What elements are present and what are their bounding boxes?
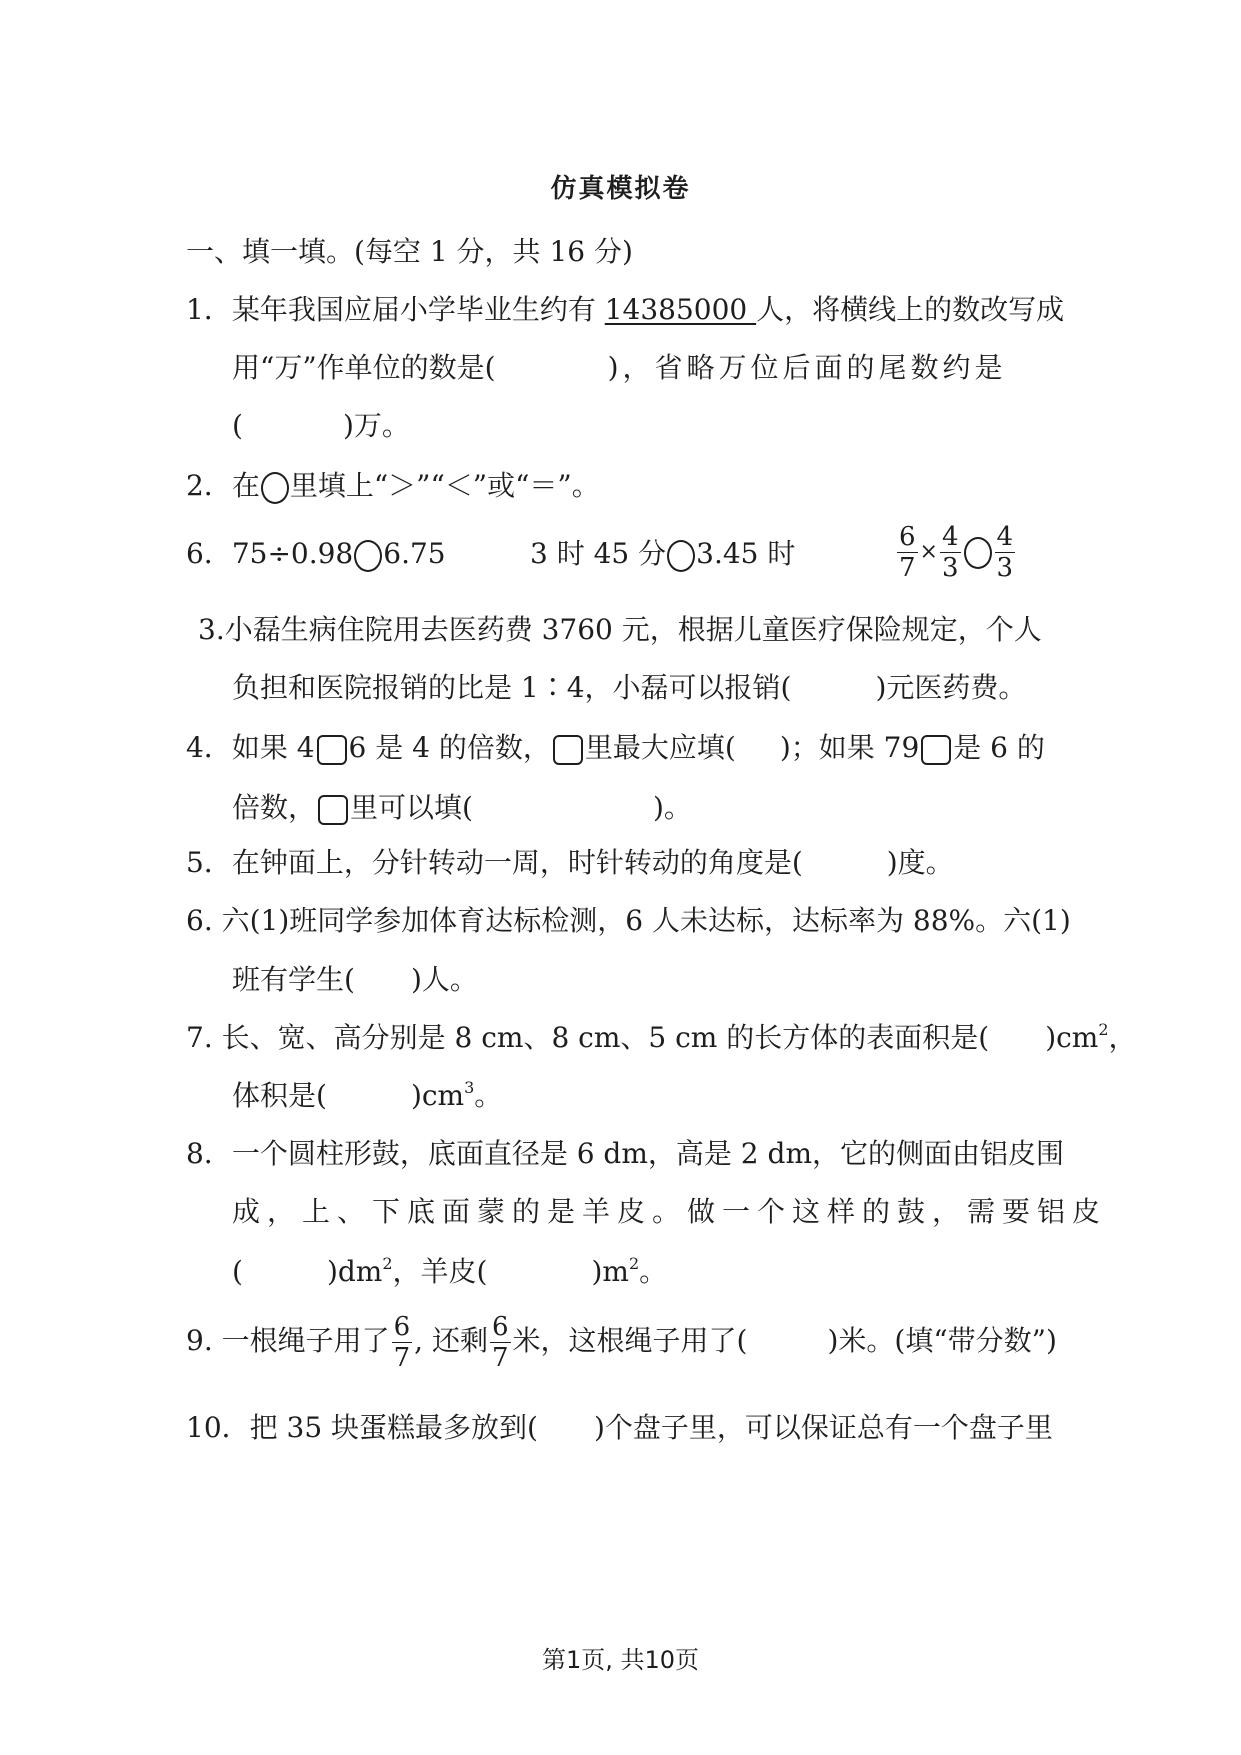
times-sign: ×: [919, 539, 938, 565]
question-text: )万。: [342, 409, 410, 442]
question-text: )，省略万位后面的尾数约是: [607, 351, 1007, 384]
question-text: 。: [474, 1079, 503, 1112]
question-text: )cm: [410, 1079, 465, 1112]
question-1-line-2: [232, 350, 1007, 386]
box-answer-blank[interactable]: [921, 735, 951, 765]
fraction: $\frac{6}{7}$: [491, 1312, 509, 1373]
question-text: 倍数，: [232, 791, 317, 824]
question-text: )；如果 79: [779, 731, 920, 764]
circle-blank-icon: [261, 472, 289, 504]
question-text: )cm: [1045, 1021, 1099, 1054]
question-text: ，: [1108, 1021, 1137, 1054]
question-text: )dm: [326, 1255, 383, 1288]
superscript: 3: [464, 1078, 475, 1097]
question-5: [186, 845, 954, 881]
question-2-line-1: [186, 468, 600, 504]
square-blank-icon: [553, 735, 583, 765]
question-text: 负担和医院报销的比是 1∶4，小磊可以报销(: [232, 671, 792, 704]
question-text: 10．把 35 块蛋糕最多放到(: [186, 1411, 538, 1444]
section-heading: 一、填一填。(每空 1 分，共 16 分): [186, 235, 633, 268]
question-text: 。: [639, 1255, 668, 1288]
fraction: $\frac{4}{3}$: [996, 522, 1014, 583]
question-text: 2．在: [186, 469, 260, 502]
question-2-item-3: [895, 522, 1017, 583]
question-text: 3.45 时: [696, 537, 796, 570]
question-text: (: [232, 1255, 243, 1288]
underlined-number: 14385000: [604, 293, 757, 326]
question-text: 6.75: [383, 537, 446, 570]
question-text: 里填上“＞”“＜”或“＝”。: [289, 469, 600, 502]
question-text: 里可以填(: [350, 791, 473, 824]
question-3-line-1: 3.小磊生病住院用去医药费 3760 元，根据儿童医疗保险规定，个人: [198, 613, 1042, 646]
question-text: 6．75÷0.98: [186, 537, 354, 570]
question-7-line-1: [186, 1020, 1137, 1056]
question-text: )米。(填“带分数”): [827, 1324, 1057, 1357]
question-text: 里最大应填(: [584, 731, 736, 764]
question-text: 是 6 的: [953, 731, 1045, 764]
question-2-item-1: [186, 536, 446, 572]
circle-answer-blank[interactable]: [354, 540, 382, 572]
question-text: 体积是(: [232, 1079, 327, 1112]
question-8-line-2: 成，上、下底面蒙的是羊皮。做一个这样的鼓，需要铝皮: [232, 1195, 1108, 1228]
question-text: 人，将横线上的数改写成: [756, 293, 1065, 326]
question-1-line-3: [232, 408, 410, 444]
question-text: 7. 长、宽、高分别是 8 cm、8 cm、5 cm 的长方体的表面积是(: [186, 1021, 990, 1054]
fraction: $\frac{4}{3}$: [941, 522, 959, 583]
question-text: 3 时 45 分: [530, 537, 667, 570]
question-text: )元医药费。: [875, 671, 1027, 704]
question-9: [186, 1312, 1057, 1373]
question-text: 6 是 4 的倍数，: [348, 731, 551, 764]
question-2-item-2: [530, 536, 795, 572]
circle-answer-blank[interactable]: [964, 537, 992, 569]
superscript: 2: [382, 1254, 393, 1273]
superscript: 2: [628, 1254, 640, 1273]
question-text: )m: [591, 1255, 629, 1288]
page-title: 仿真模拟卷: [550, 174, 691, 204]
fraction: $\frac{6}{7}$: [393, 1312, 411, 1373]
question-text: 5．在钟面上，分针转动一周，时针转动的角度是(: [186, 846, 803, 879]
question-text: 米，这根绳子用了(: [512, 1324, 748, 1357]
question-10: [186, 1410, 1053, 1446]
question-8-line-1: 8．一个圆柱形鼓，底面直径是 6 dm，高是 2 dm，它的侧面由铝皮围: [186, 1137, 1064, 1170]
question-8-line-3: [232, 1254, 667, 1290]
question-3-line-2: [232, 670, 1026, 706]
question-6-line-1: 6. 六(1)班同学参加体育达标检测，6 人未达标，达标率为 88%。六(1): [186, 904, 1071, 937]
question-6-line-2: [232, 962, 478, 998]
circle-answer-blank[interactable]: [667, 540, 695, 572]
square-blank-icon: [318, 795, 348, 825]
box-answer-blank[interactable]: [317, 735, 347, 765]
superscript: 2: [1098, 1020, 1109, 1039]
question-text: (: [232, 409, 243, 442]
question-text: 用“万”作单位的数是(: [232, 351, 496, 384]
question-4-line-2: [232, 790, 692, 826]
question-text: 4．如果 4: [186, 731, 315, 764]
question-4-line-1: [186, 730, 1045, 766]
question-text: ，羊皮(: [392, 1255, 488, 1288]
fraction: $\frac{6}{7}$: [899, 522, 916, 583]
question-7-line-2: [232, 1078, 502, 1114]
question-text: 9. 一根绳子用了: [186, 1324, 390, 1357]
question-text: )人。: [410, 963, 478, 996]
question-text: )度。: [886, 846, 954, 879]
question-text: 1．某年我国应届小学毕业生约有: [186, 293, 605, 326]
question-text: )个盘子里，可以保证总有一个盘子里: [593, 1411, 1053, 1444]
question-text: 班有学生(: [232, 963, 355, 996]
page-footer: 第1页, 共10页: [541, 1646, 700, 1674]
question-text: , 还剩: [414, 1324, 488, 1357]
question-1-line-1: [186, 292, 1064, 328]
question-text: )。: [652, 791, 692, 824]
